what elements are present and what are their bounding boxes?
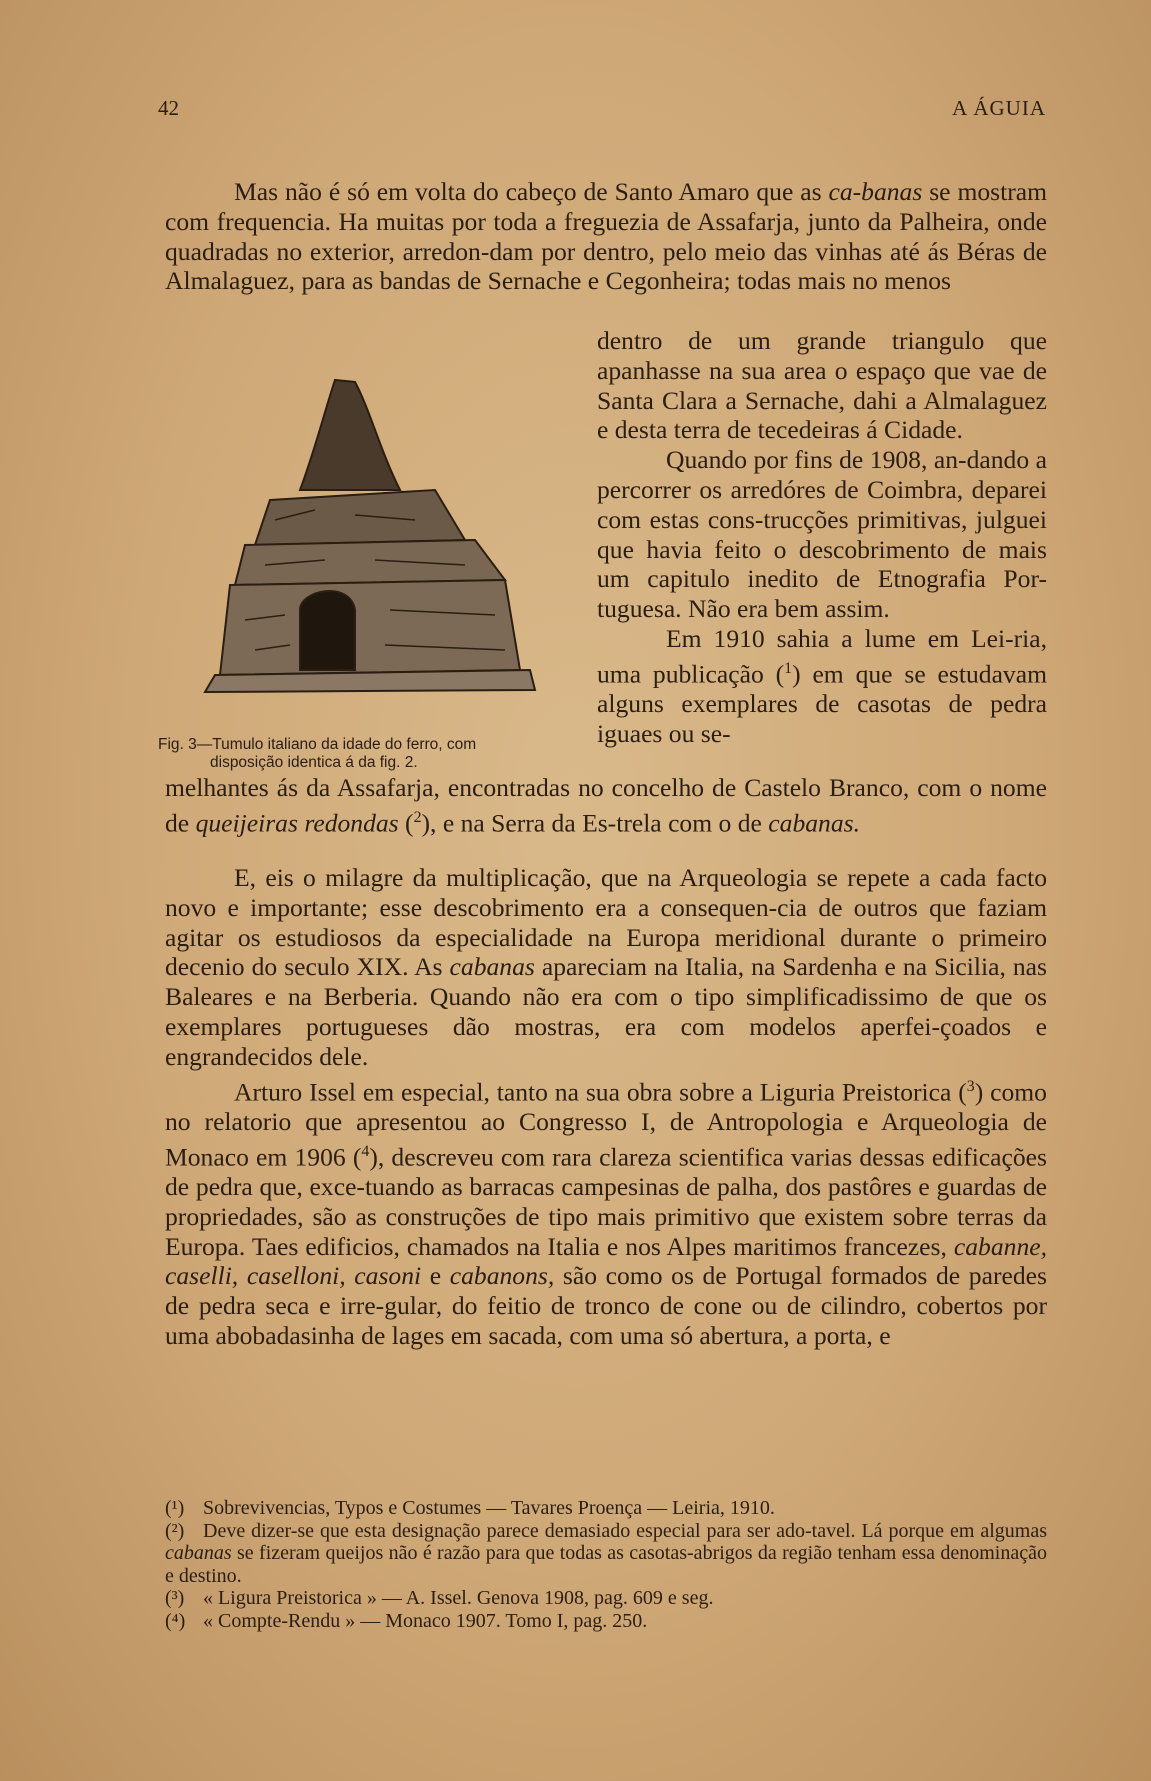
opening-paragraph: Mas não é só em volta do cabeço de Santo Amaro que as ca-banas se mostram com frequencia. Ha muitas por toda a freguezia de Assafarja, junto da Palheira, onde quadradas no exterior, arredon-dam por dentro, pelo meio das vinhas até ás Béras de Almalaguez, para as bandas de Sernache e Cegonheira; todas mais no menos: [165, 177, 1048, 296]
footnotes: [165, 1497, 1047, 1632]
page-header: [158, 96, 1046, 126]
paragraph-5: Arturo Issel em especial, tanto na sua obra sobre a Liguria Preistorica ($^3$) como no relatorio que apresentou ao Congresso I, de Antropologia e Arqueologia de Monaco em 1906 ($^4$), descreveu com rara clareza scientifica varias dessas edificações de pedra que, exce-tuando as barracas campesinas de palha, dos pastôres e guardas de propriedades, são as construções de tipo mais primitivo que existem sobre terras da Europa. Taes edificios, chamados na Italia e nos Alpes maritimos francezes, cabanne, caselli, caselloni, casoni e cabanons, são como os de Portugal formados de paredes de pedra seca e irre-gular, do feitio de tronco de cone ou de cilindro, cobertos por uma abobadasinha de lages em sacada, com uma só abertura, a porta, e: [165, 1077, 1048, 1351]
paragraph-1-end: dentro de um grande triangulo que apanhasse na sua area o espaço que vae de Santa Clara a Sernache, dahi a Almalaguez e desta terra de tecedeiras á Cidade.: [597, 326, 1047, 445]
footnote-2: (²) Deve dizer-se que esta designação parece demasiado especial para ser ado-tavel. Lá porque em algumas cabanas se fizeram queijos não é razão para que todas as casotas-abrigos da região tenham essa denominação e destino.: [165, 1519, 1047, 1587]
paragraph-3-end: melhantes ás da Assafarja, encontradas no concelho de Castelo Branco, com o nome de queijeiras redondas ($^2$), e na Serra da Es-trela com o de cabanas.: [165, 773, 1047, 838]
body-paragraphs: [165, 863, 1047, 1351]
tomb-illustration: [175, 370, 570, 720]
paragraph-4: E, eis o milagre da multiplicação, que na Arqueologia se repete a cada facto novo e importante; esse descobrimento era a consequen-cia de outros que faziam agitar os estudiosos da especialidade na Europa meridional durante o primeiro decenio do seculo XIX. As cabanas apareciam na Italia, na Sardenha e na Sicilia, nas Baleares e na Berberia. Quando não era com o tipo simplificadissimo de que os exemplares portugueses dão mostras, era com modelos aperfei-çoados e engrandecidos dele.: [165, 863, 1048, 1071]
footnote-3: (³) « Ligura Preistorica » — A. Issel. Genova 1908, pag. 609 e seg.: [165, 1587, 714, 1609]
running-title: A ÁGUIA: [952, 96, 1046, 120]
page-number: 42: [158, 96, 179, 120]
wrapped-column: [597, 326, 1047, 749]
paragraph-3-start: Em 1910 sahia a lume em Lei-ria, uma publicação ($^1$) em que se estudavam alguns exemplares de casotas de pedra iguaes ou se-: [597, 623, 1047, 748]
figure-caption: Fig. 3—Tumulo italiano da idade do ferro, com disposição identica á da fig. 2.: [158, 736, 477, 771]
paragraph-2: Quando por fins de 1908, an-dando a percorrer os arredóres de Coimbra, deparei com estas cons-trucções primitivas, julguei que havia feito o descobrimento de mais um capitulo inedito de Etnografia Por-tuguesa. Não era bem assim.: [597, 445, 1047, 624]
footnote-1: (¹) Sobrevivencias, Typos e Costumes — Tavares Proença — Leiria, 1910.: [165, 1497, 775, 1519]
footnote-4: (⁴) « Compte-Rendu » — Monaco 1907. Tomo I, pag. 250.: [165, 1609, 648, 1632]
